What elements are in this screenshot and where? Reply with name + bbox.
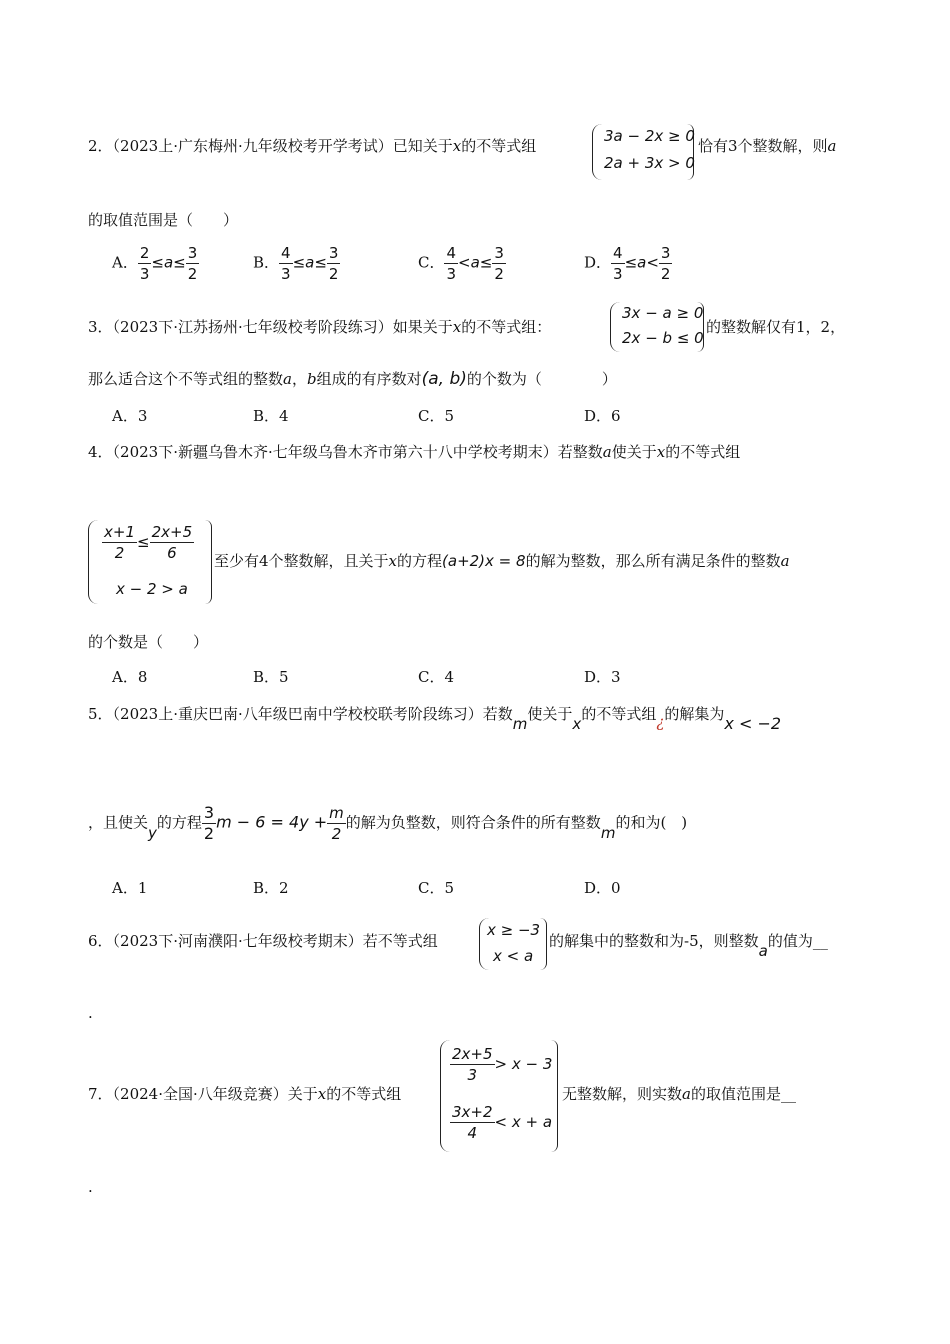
q2-line1-tail xyxy=(698,135,837,156)
q5-number: 5． xyxy=(88,705,113,723)
q7-line1 xyxy=(88,1083,401,1104)
q2-inequality-system xyxy=(592,124,694,180)
q4-option-c[interactable]: C．4 xyxy=(418,668,455,686)
q4-equation: (a+2)x = 8 xyxy=(442,552,526,570)
q6-line1-tail xyxy=(549,930,828,960)
q4-number: 4． xyxy=(88,443,113,461)
denominator: 4 xyxy=(467,1124,478,1142)
q4-text: 若整数 xyxy=(557,443,603,461)
numerator: 3 xyxy=(328,244,339,262)
fraction xyxy=(611,243,625,284)
numerator: 2x+5 xyxy=(151,523,193,541)
q4-text: 至少有4个整数解，且关于 xyxy=(214,552,389,570)
denominator: 2 xyxy=(328,265,339,283)
fraction xyxy=(327,803,346,844)
q7-var-a: a xyxy=(682,1085,691,1103)
q7-var-x: x xyxy=(317,1085,327,1103)
q3-text: 的不等式组： xyxy=(461,318,552,336)
q2-text: 的不等式组 xyxy=(461,137,537,155)
relation: ≤a≤ xyxy=(292,253,327,272)
q3-sys-row-2: 2x − b ≤ 0 xyxy=(622,329,704,347)
q2-text: 恰有3个整数解，则 xyxy=(698,137,828,155)
q7-end-period: . xyxy=(88,1178,93,1196)
q4-inequality-system xyxy=(88,520,212,604)
q6-text: 若不等式组 xyxy=(362,932,438,950)
q2-sys-row-1: 3a − 2x ≥ 0 xyxy=(604,127,695,145)
right-paren xyxy=(205,520,212,604)
q2-option-b[interactable] xyxy=(253,243,340,284)
q7-text: 无整数解，则实数 xyxy=(562,1085,683,1103)
q4-text: 使关于 xyxy=(611,443,657,461)
q2-option-d[interactable] xyxy=(584,243,672,284)
q3-sys-row-1: 3x − a ≥ 0 xyxy=(622,304,704,322)
denominator: 6 xyxy=(167,544,177,562)
q4-text: 的不等式组 xyxy=(665,443,741,461)
q3-text: 的个数为（ ） xyxy=(466,370,617,388)
q2-text: 已知关于 xyxy=(392,137,453,155)
q4-sys-row-1 xyxy=(102,522,194,563)
left-brace xyxy=(592,124,603,180)
numerator: 3 xyxy=(660,244,671,262)
q6-var-a: a xyxy=(758,942,768,960)
option-label: B． xyxy=(253,253,280,272)
q4-option-b[interactable]: B．5 xyxy=(253,668,289,686)
left-brace xyxy=(610,302,621,352)
q7-number: 7． xyxy=(88,1085,113,1103)
q5-text: 的解为负整数，则符合条件的所有整数 xyxy=(345,813,601,832)
relation: <a≤ xyxy=(458,253,493,272)
q2-source: （2023上·广东梅州·九年级校考开学考试） xyxy=(112,137,393,155)
q2-option-a[interactable] xyxy=(112,243,199,284)
right-paren xyxy=(540,918,547,970)
left-brace xyxy=(88,520,99,604)
q3-var-a: a xyxy=(283,370,292,388)
denominator: 3 xyxy=(446,265,457,283)
q2-var-x: x xyxy=(452,137,462,155)
q3-text: 那么适合这个不等式组的整数 xyxy=(88,370,284,388)
denominator: 2 xyxy=(331,825,342,843)
q4-var-a: a xyxy=(780,552,790,570)
fraction xyxy=(186,243,200,284)
denominator: 2 xyxy=(494,265,504,283)
q3-var-b: b xyxy=(306,370,317,388)
q5-source: （2023上·重庆巴南·八年级巴南中学校校联考阶段练习） xyxy=(112,705,483,723)
q4-source: （2023下·新疆乌鲁木齐·七年级乌鲁木齐市第六十八中学校考期末） xyxy=(112,443,558,461)
q5-text: 的方程 xyxy=(156,813,202,832)
q7-inequality-system xyxy=(440,1040,558,1152)
denominator: 2 xyxy=(660,265,671,283)
q3-option-a[interactable]: A．3 xyxy=(112,407,148,425)
relation: ≤a≤ xyxy=(151,253,186,272)
relation: < x + a xyxy=(494,1113,553,1131)
q4-line2 xyxy=(214,550,790,571)
q3-line1 xyxy=(88,316,551,337)
q5-text: 若数 xyxy=(482,705,513,723)
numerator: 3 xyxy=(203,803,215,822)
q2-line2: 的取值范围是（ ） xyxy=(88,211,239,229)
q4-sys-row-2: x − 2 > a xyxy=(116,580,188,598)
q5-line1 xyxy=(88,703,782,733)
q4-text: 的方程 xyxy=(397,552,443,570)
fraction xyxy=(279,243,293,284)
q3-var-x: x xyxy=(452,318,462,336)
q7-text: 的取值范围是__ xyxy=(690,1085,796,1103)
q6-text: 的解集中的整数和为-5，则整数 xyxy=(549,932,759,950)
option-label: A． xyxy=(112,253,138,272)
q7-text: 的不等式组 xyxy=(326,1085,402,1103)
fraction xyxy=(202,803,216,844)
q5-solution-set: x < −2 xyxy=(724,714,782,733)
q4-option-a[interactable]: A．8 xyxy=(112,668,148,686)
q5-option-b[interactable]: B．2 xyxy=(253,879,289,897)
denominator: 3 xyxy=(613,265,623,283)
q5-line2 xyxy=(88,803,687,844)
q6-inequality-system xyxy=(479,918,547,970)
q3-option-d[interactable]: D．6 xyxy=(584,407,621,425)
q3-line1-tail: 的整数解仅有1，2， xyxy=(706,318,846,336)
q3-line2 xyxy=(88,368,617,389)
numerator: 3 xyxy=(494,244,504,262)
fraction xyxy=(450,1102,495,1143)
fraction xyxy=(444,243,458,284)
q6-number: 6． xyxy=(88,932,113,950)
fraction xyxy=(102,522,137,563)
q5-var-m: m xyxy=(512,715,528,733)
q2-line1 xyxy=(88,135,536,156)
q7-sys-row-2 xyxy=(450,1102,552,1143)
q3-text: 如果关于 xyxy=(392,318,453,336)
q2-option-c[interactable] xyxy=(418,243,506,284)
numerator: 3x+2 xyxy=(452,1103,493,1121)
q7-text: 关于 xyxy=(287,1085,318,1103)
denominator: 3 xyxy=(281,265,291,283)
q5-text: 的解集为 xyxy=(664,705,725,723)
q7-source: （2024·全国·八年级竞赛） xyxy=(112,1085,288,1103)
numerator: 3 xyxy=(187,244,198,262)
q4-line1 xyxy=(88,441,740,462)
relation: ≤a< xyxy=(624,253,659,272)
denominator: 2 xyxy=(203,824,215,843)
denominator: 2 xyxy=(187,265,198,283)
q4-line3: 的个数是（ ） xyxy=(88,633,209,651)
q3-ordered-pair: (a, b) xyxy=(421,369,467,389)
q5-text: ，且使关 xyxy=(88,813,149,832)
q4-var-x: x xyxy=(656,443,666,461)
q5-option-a[interactable]: A．1 xyxy=(112,879,148,897)
numerator: 4 xyxy=(281,244,291,262)
relation: > x − 3 xyxy=(494,1055,553,1073)
q5-var-y: y xyxy=(148,823,157,842)
numerator: x+1 xyxy=(104,523,135,541)
q3-source: （2023下·江苏扬州·七年级校考阶段练习） xyxy=(112,318,393,336)
q5-broken-glyph: ¿ xyxy=(656,713,665,731)
q6-line1 xyxy=(88,930,438,951)
numerator: 4 xyxy=(613,244,623,262)
q6-sys-row-2: x < a xyxy=(493,947,534,965)
q5-var-x: x xyxy=(572,715,582,733)
q2-sys-row-2: 2a + 3x > 0 xyxy=(604,154,695,172)
fraction xyxy=(150,522,195,563)
q7-line1-tail xyxy=(562,1083,796,1104)
q3-inequality-system xyxy=(610,302,704,352)
q4-var-x: x xyxy=(388,552,398,570)
fraction xyxy=(450,1044,495,1085)
denominator: 3 xyxy=(139,265,150,283)
fraction xyxy=(138,243,152,284)
option-label: D． xyxy=(584,253,612,272)
q4-var-a: a xyxy=(602,443,612,461)
q5-equation: m − 6 = 4y + xyxy=(216,812,328,832)
q4-option-d[interactable]: D．3 xyxy=(584,668,621,686)
q6-source: （2023下·河南濮阳·七年级校考期末） xyxy=(112,932,363,950)
numerator: 4 xyxy=(446,244,457,262)
fraction xyxy=(492,243,506,284)
q5-text: 使关于 xyxy=(527,705,573,723)
q2-number: 2． xyxy=(88,137,113,155)
q5-option-d[interactable]: D．0 xyxy=(584,879,621,897)
q6-text: 的值为__ xyxy=(767,932,828,950)
q5-text: 的和为( ) xyxy=(615,813,688,832)
q6-end-period: . xyxy=(88,1004,93,1022)
q3-text: ， xyxy=(291,370,307,388)
numerator: 2x+5 xyxy=(452,1045,493,1063)
denominator: 2 xyxy=(114,544,125,562)
q3-number: 3． xyxy=(88,318,113,336)
q7-sys-row-1 xyxy=(450,1044,552,1085)
q5-var-m: m xyxy=(600,823,616,842)
q4-text: 的解为整数，那么所有满足条件的整数 xyxy=(525,552,781,570)
q3-text: 组成的有序数对 xyxy=(316,370,422,388)
option-label: C． xyxy=(418,253,445,272)
q3-option-c[interactable]: C．5 xyxy=(418,407,455,425)
denominator: 3 xyxy=(467,1066,478,1084)
fraction xyxy=(327,243,341,284)
q5-text: 的不等式组 xyxy=(581,705,657,723)
fraction xyxy=(659,243,673,284)
q2-var-a: a xyxy=(827,137,837,155)
numerator: m xyxy=(329,804,344,822)
q5-option-c[interactable]: C．5 xyxy=(418,879,455,897)
q6-sys-row-1: x ≥ −3 xyxy=(487,921,541,939)
relation: ≤ xyxy=(137,533,150,551)
numerator: 2 xyxy=(139,244,150,262)
q3-option-b[interactable]: B．4 xyxy=(253,407,289,425)
